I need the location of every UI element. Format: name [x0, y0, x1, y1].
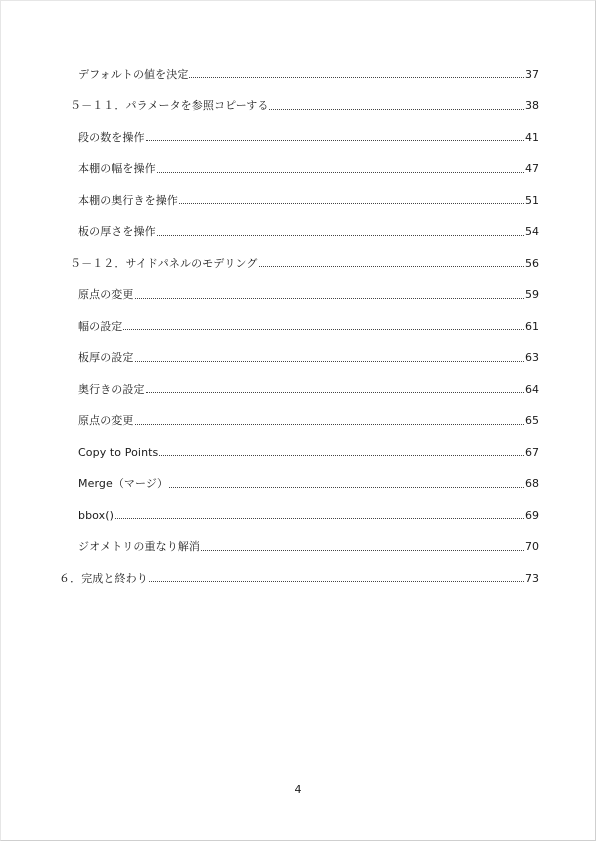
toc-entry[interactable]: [1, 91, 595, 123]
toc-entry-title: 奥行きの設定: [78, 382, 145, 396]
toc-entry[interactable]: [1, 311, 595, 343]
toc-entry[interactable]: [1, 406, 595, 438]
toc-entry-page-number: 73: [525, 571, 539, 585]
toc-entry-title: Merge（マージ）: [78, 477, 169, 491]
dot-leader: [146, 378, 524, 393]
toc-entry-page-number: 54: [525, 225, 539, 239]
dot-leader: [269, 95, 524, 110]
toc-entry-title: 本棚の奥行きを操作: [78, 193, 178, 207]
toc-entry-page-number: 61: [525, 319, 539, 333]
toc-entry[interactable]: [1, 59, 595, 91]
toc-entry-title: bbox(): [78, 508, 115, 522]
toc-entry-title: 原点の変更: [78, 414, 134, 428]
toc-entry-page-number: 69: [525, 508, 539, 522]
toc-entry-page-number: 67: [525, 445, 539, 459]
toc-entry-title: ジオメトリの重なり解消: [78, 540, 200, 554]
dot-leader: [169, 473, 524, 488]
dot-leader: [159, 441, 524, 456]
toc-entry-page-number: 56: [525, 256, 539, 270]
toc-entry[interactable]: [1, 374, 595, 406]
toc-entry[interactable]: [1, 185, 595, 217]
toc-entry-title: ５－１２．サイドパネルのモデリング: [70, 256, 258, 270]
toc-entry-page-number: 64: [525, 382, 539, 396]
dot-leader: [123, 315, 524, 330]
table-of-contents: [1, 59, 595, 595]
toc-entry-page-number: 63: [525, 351, 539, 365]
dot-leader: [259, 252, 525, 267]
toc-entry-page-number: 68: [525, 477, 539, 491]
toc-entry[interactable]: [1, 437, 595, 469]
toc-entry-title: ６．完成と終わり: [59, 571, 148, 585]
toc-entry-title: デフォルトの値を決定: [78, 67, 189, 81]
toc-entry[interactable]: [1, 500, 595, 532]
toc-entry-page-number: 59: [525, 288, 539, 302]
toc-entry-title: 幅の設定: [78, 319, 123, 333]
page-number: 4: [294, 783, 302, 796]
dot-leader: [135, 347, 525, 362]
dot-leader: [135, 284, 525, 299]
toc-entry[interactable]: [1, 343, 595, 375]
dot-leader: [115, 504, 524, 519]
toc-entry[interactable]: [1, 217, 595, 249]
dot-leader: [179, 189, 524, 204]
toc-entry-title: 板厚の設定: [78, 351, 134, 365]
toc-entry-title: 原点の変更: [78, 288, 134, 302]
toc-entry-title: ５－１１．パラメータを参照コピーする: [70, 99, 269, 113]
dot-leader: [189, 63, 524, 78]
toc-entry-page-number: 38: [525, 99, 539, 113]
toc-entry[interactable]: [1, 563, 595, 595]
toc-entry[interactable]: [1, 122, 595, 154]
dot-leader: [201, 536, 524, 551]
toc-entry-title: 板の厚さを操作: [78, 225, 156, 239]
dot-leader: [146, 126, 524, 141]
dot-leader: [157, 158, 524, 173]
toc-entry-page-number: 70: [525, 540, 539, 554]
dot-leader: [135, 410, 525, 425]
dot-leader: [157, 221, 524, 236]
toc-entry-page-number: 37: [525, 67, 539, 81]
toc-entry-page-number: 51: [525, 193, 539, 207]
toc-entry-title: 段の数を操作: [78, 130, 145, 144]
toc-entry[interactable]: [1, 469, 595, 501]
toc-entry[interactable]: [1, 280, 595, 312]
toc-entry-page-number: 41: [525, 130, 539, 144]
toc-entry[interactable]: [1, 154, 595, 186]
toc-entry-page-number: 65: [525, 414, 539, 428]
toc-entry-title: 本棚の幅を操作: [78, 162, 156, 176]
dot-leader: [149, 567, 524, 582]
toc-entry[interactable]: [1, 532, 595, 564]
toc-entry[interactable]: [1, 248, 595, 280]
toc-entry-page-number: 47: [525, 162, 539, 176]
toc-entry-title: Copy to Points: [78, 445, 159, 459]
